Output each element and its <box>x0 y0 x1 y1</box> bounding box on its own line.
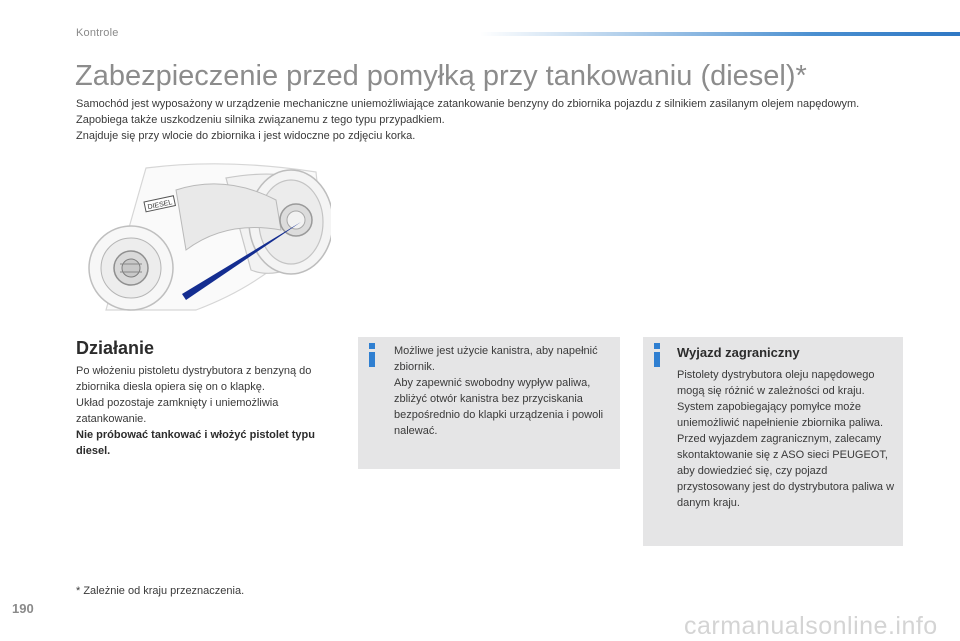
canister-line-2: Aby zapewnić swobodny wypływ paliwa, zbliżyć otwór kanistra bez przyciskania bezpośrednio do klapki urządzenia i powoli nalewać. <box>394 377 604 437</box>
watermark: carmanualsonline.info <box>684 612 938 640</box>
info-icon <box>366 343 378 367</box>
intro-text <box>76 96 896 144</box>
intro-paragraph-1: Samochód jest wyposażony w urządzenie mechaniczne uniemożliwiające zatankowanie benzyny do zbiornika pojazdu z silnikiem zasilanym olejem napędowym. Zapobiega także uszkodzeniu silnika związanemu z tego typu przypadkiem. <box>76 98 860 126</box>
abroad-heading: Wyjazd zagraniczny <box>677 345 800 360</box>
canister-line-1: Możliwe jest użycie kanistra, aby napełnić zbiornik. <box>394 345 598 373</box>
operation-line-2: Układ pozostaje zamknięty i uniemożliwia zatankowanie. <box>76 397 279 425</box>
canister-info-box <box>358 337 620 469</box>
fuel-filler-illustration <box>76 160 331 320</box>
section-label: Kontrole <box>76 27 119 39</box>
abroad-info-box <box>643 337 903 546</box>
canister-text <box>394 343 604 439</box>
abroad-line-1: Pistolety dystrybutora oleju napędowego mogą się różnić w zależności od kraju. System zapobiegający pomyłce może uniemożliwić napełnienie zbiornika paliwa. <box>677 369 884 429</box>
abroad-text <box>677 367 897 511</box>
fuel-filler-drawing <box>76 160 331 320</box>
abroad-line-2: Przed wyjazdem zagranicznym, zalecamy skontaktowanie się z ASO sieci PEUGEOT, aby dowiedzieć się, czy pojazd przystosowany jest do dystrybutora paliwa w danym kraju. <box>677 433 895 509</box>
page-number: 190 <box>12 601 34 616</box>
header-rule <box>480 32 960 36</box>
diesel-label: DIESEL <box>147 199 173 212</box>
operation-warning: Nie próbować tankować i włożyć pistolet typu diesel. <box>76 429 315 457</box>
page-title: Zabezpieczenie przed pomyłką przy tankowaniu (diesel)* <box>75 60 807 92</box>
operation-text <box>76 363 336 459</box>
intro-paragraph-2: Znajduje się przy wlocie do zbiornika i jest widoczne po zdjęciu korka. <box>76 130 416 142</box>
info-icon <box>651 343 663 367</box>
footnote: * Zależnie od kraju przeznaczenia. <box>76 585 245 597</box>
operation-heading: Działanie <box>76 338 155 358</box>
operation-line-1: Po włożeniu pistoletu dystrybutora z benzyną do zbiornika diesla opiera się on o klapkę. <box>76 365 312 393</box>
